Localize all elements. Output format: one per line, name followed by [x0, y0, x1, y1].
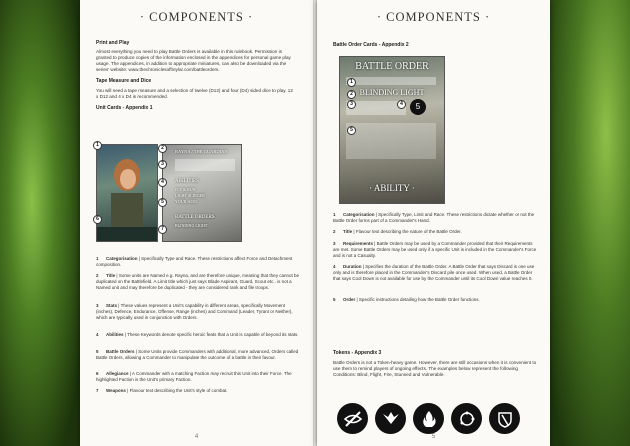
list-item [333, 241, 538, 259]
list-item [333, 229, 538, 235]
callout-3: 3 [158, 160, 167, 169]
callout-1: 1 [347, 78, 356, 87]
list-item-text: | Some units are Named e.g. Rayna, and are therefore unique, meaning that they cannot be duplicated on the Battlefield. A Limit title which just says Blade Aspirant, Guard, Scout etc.. is not a Named unit and may therefore be duplicated - they are considered rank and file troops. [96, 273, 299, 290]
flight-token-icon [375, 403, 406, 434]
list-item [333, 212, 538, 224]
callout-3: 3 [347, 100, 356, 109]
callout-5: 5 [158, 198, 167, 207]
callout-2: 2 [158, 144, 167, 153]
bo-card-footer: · ABILITY · [369, 183, 415, 193]
callout-5: 5 [347, 126, 356, 135]
rayna-portrait-icon [97, 145, 157, 241]
callout-7: 7 [158, 225, 167, 234]
list-item [96, 303, 301, 321]
list-item-text: | These values represent a Unit's capability in different areas, specifically Movement (inches), Defence, Endurance, Offense, Range (inches) and Command (Leader, Tyrant or Neither), which are typically used in conjunction with Orders. [96, 303, 293, 320]
list-item-text: | Flavour text describing the nature of the Battle Order. [352, 229, 462, 234]
list-item-number: 1 [333, 212, 336, 217]
list-item-text: | Specifies the duration of the Battle Order. A Battle Order that says Discard is one use only and is therefore placed in the Commander's Discard pile once used. When used, a Battle Order that says Cool Down is not available for use by the Commander until its Cool Down value reaches 0. [333, 264, 535, 281]
bo-card-name: BLINDING LIGHT [359, 88, 425, 97]
list-item-term: Categorisation [343, 212, 375, 217]
tape-body: You will need a tape measure and a selection of twelve (D12) and four (D4) sided dice to play. 12 x D12 and 4 x D4 is recommended. [96, 87, 293, 99]
list-item [96, 273, 301, 291]
list-item [96, 349, 301, 361]
left-page [80, 0, 313, 446]
list-item [333, 264, 538, 282]
card-bo-line: BLINDING LIGHT [175, 223, 208, 228]
list-item-text: | These Keywords denote specific heroic feats that a Unit is capable of beyond its stats. [123, 332, 299, 337]
bo-card-order-text [346, 123, 436, 159]
blind-token-icon [337, 403, 368, 434]
callout-6: 6 [93, 215, 102, 224]
list-item-text: | Some Units provide Commanders with additional, more advanced, Orders called Battle Orders, allowing a Commander to manipulate the outcome of a battle in their favour. [96, 349, 299, 360]
list-item [333, 297, 538, 303]
list-item-number: 3 [333, 241, 336, 246]
list-item-term: Allegiance [106, 371, 129, 376]
tape-heading: Tape Measure and Dice [96, 78, 152, 85]
card-name: RAYNA / THE GUARDIAN [175, 149, 228, 154]
callout-1: 1 [93, 141, 102, 150]
list-item-number: 4 [333, 264, 336, 269]
list-item-number: 4 [96, 332, 99, 337]
page-title: · COMPONENTS · [376, 10, 491, 24]
bo-card-category-bar [346, 77, 436, 85]
page-number: 5 [431, 434, 436, 440]
background-right [550, 0, 630, 446]
callout-2: 2 [347, 90, 356, 99]
list-item-number: 2 [333, 229, 336, 234]
list-item-number: 7 [96, 388, 99, 393]
card-stats-bar [175, 159, 235, 171]
print-heading: Print and Play [96, 40, 130, 46]
list-item-text: | Battle Orders may be used by a Commander provided that their Requirements are met. Some Battle Orders may be used only if a specific Unit is included in the Commander's Force and is not a Casualty. [333, 241, 537, 258]
list-item-number: 5 [96, 349, 99, 354]
page-number: 4 [194, 434, 199, 440]
list-item-text: | A Commander with a matching Faction may recruit this Unit into their Force. The highlighted Faction is the Unit's primary Faction. [96, 371, 292, 382]
bo-heading: Battle Order Cards - Appendix 2 [333, 42, 409, 48]
tokens-heading: Tokens - Appendix 3 [333, 350, 382, 356]
callout-4: 4 [158, 178, 167, 187]
list-item-term: Title [106, 273, 116, 278]
list-item-text: | Specifically Type and Race. These restrictions affect Force and Detachment composition. [96, 256, 293, 267]
print-section [96, 40, 296, 111]
list-item-number: 3 [96, 303, 99, 308]
unit-card-portrait [96, 144, 158, 242]
list-item [96, 256, 301, 268]
fire-token-icon [413, 403, 444, 434]
list-item-term: Weapons [106, 388, 126, 393]
list-item-term: Title [343, 229, 353, 234]
list-item [96, 388, 301, 394]
list-item [96, 371, 301, 383]
card-ability-2: LIGHT SLINGER [175, 193, 205, 198]
card-battle-orders: BATTLE ORDERS [175, 215, 215, 220]
bo-card-cost: 5 [410, 99, 426, 115]
list-item-text: | Specifically Type, Limit and Race. These restrictions dictate whether or not the Battle Order forms part of a Commander's Hand. [333, 212, 535, 223]
list-item-term: Order [343, 297, 356, 302]
list-item-term: Requirements [343, 241, 374, 246]
list-item-term: Categorisation [106, 256, 138, 261]
card-ability-3: YOUR SOUL [175, 199, 198, 204]
list-item-term: Duration [343, 264, 362, 269]
list-item-number: 1 [96, 256, 99, 261]
card-abilities: ABILITIES [175, 179, 199, 184]
page-title: · COMPONENTS · [139, 10, 254, 24]
list-item-text: | Flavour text describing the Unit's style of combat. [125, 388, 228, 393]
list-item-term: Abilities [106, 332, 124, 337]
vulnerable-token-icon [489, 403, 520, 434]
bo-card-title: BATTLE ORDER [355, 61, 429, 72]
list-item-text: | Specific instructions detailing how the Battle Order functions. [355, 297, 480, 302]
right-page [317, 0, 550, 446]
tokens-section [333, 350, 538, 378]
list-item-number: 2 [96, 273, 99, 278]
list-item-number: 6 [96, 371, 99, 376]
card-ability-1: FLY & RUN [175, 187, 196, 192]
list-item-term: Stats [106, 303, 118, 308]
unit-heading: Unit Cards - Appendix 1 [96, 104, 153, 111]
tokens-body: Battle Orders is not a Token-heavy game. However, there are still occasions when it is convenient to use them to remind players of ongoing effects. The examples below represent the following Conditions: Blind, Flight, Fire, Stunned and Vulnerable. [333, 360, 537, 378]
callout-4: 4 [397, 100, 406, 109]
list-item-number: 5 [333, 297, 336, 302]
unit-card-stats [162, 144, 242, 242]
stunned-token-icon [451, 403, 482, 434]
list-item [96, 332, 301, 338]
list-item-term: Battle Orders [106, 349, 135, 354]
background-left [0, 0, 80, 446]
print-body: Almost everything you need to play Battle Orders is available in this rulebook. Permission is granted to produce copies of the information enclosed in the appendices for personal game play usage. The appendices, in addition to appropriate miniatures, can also be downloaded via the series' website: www.thechroniclesoffreylar.com/battleorders. [96, 49, 291, 73]
